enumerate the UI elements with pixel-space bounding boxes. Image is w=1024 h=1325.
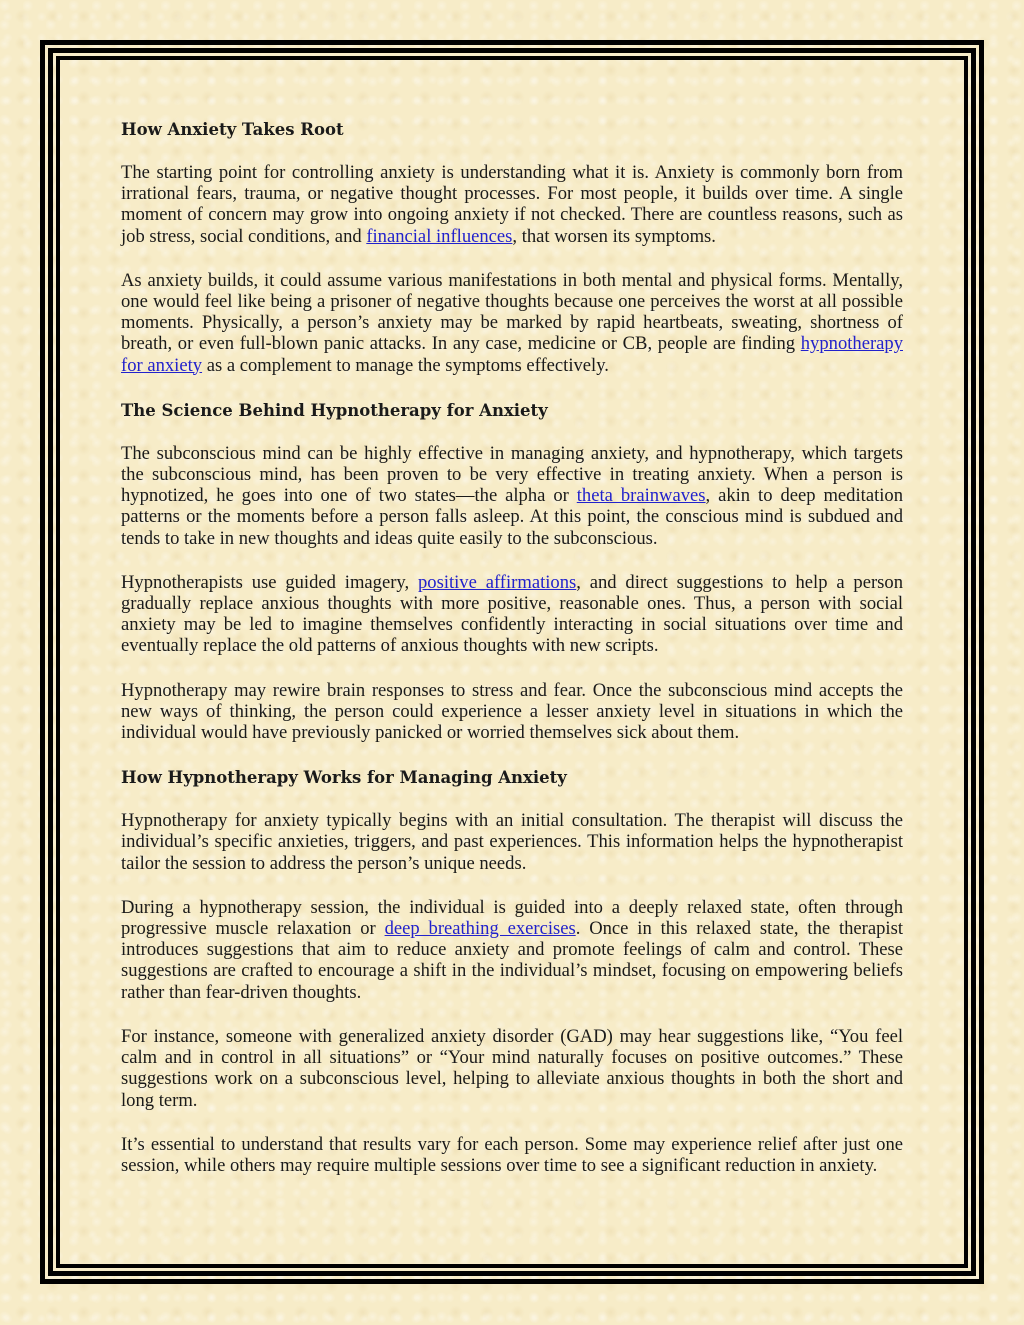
paragraph-text: , that worsen its symptoms. [512, 225, 716, 247]
paragraph-rewire-brain: Hypnotherapy may rewire brain responses to stress and fear. Once the subconscious mind accepts the new ways of thinking, the person could experience a lesser anxiety level in situations in which the individual would have previously panicked or worried themselves sick about them. [121, 679, 903, 744]
paragraph-hypnotherapy-session [121, 897, 903, 1003]
paragraph-text: During a hypnotherapy session, the individual is guided into a deeply relaxed state, often through progressive muscle relaxation or [121, 896, 903, 940]
paragraph-text: The subconscious mind can be highly effective in managing anxiety, and hypnotherapy, which targets the subconscious mind, has been proven to be very effective in treating anxiety. When a person is hypnotized, he goes into one of two states—the alpha or [121, 442, 903, 507]
paragraph-subconscious-mind [121, 443, 903, 549]
heading-how-hypnotherapy-works: How Hypnotherapy Works for Managing Anxiety [121, 768, 567, 788]
article-body [121, 118, 903, 1199]
paragraph-text: as a complement to manage the symptoms effectively. [202, 354, 609, 376]
paragraph-hypnotherapists-techniques [121, 572, 903, 657]
paragraph-anxiety-manifestations [121, 270, 903, 376]
paragraph-text: As anxiety builds, it could assume various manifestations in both mental and physical forms. Mentally, one would feel like being a prisoner of negative thoughts because one perceives the worst at all possible moments. Physically, a person’s anxiety may be marked by rapid heartbeats, sweating, shortness of breath, or even full-blown panic attacks. In any case, medicine or CB, people are finding [121, 269, 903, 355]
paragraph-initial-consultation: Hypnotherapy for anxiety typically begins with an initial consultation. The therapist will discuss the individual’s specific anxieties, triggers, and past experiences. This information helps the hypnotherapist tailor the session to address the person’s unique needs. [121, 810, 903, 874]
hypnotherapy-for-anxiety-link[interactable]: hypnotherapy for anxiety [121, 333, 903, 376]
theta-brainwaves-link[interactable]: theta brainwaves [576, 485, 706, 507]
paragraph-results-vary: It’s essential to understand that results vary for each person. Some may experience relief after just one session, while others may require multiple sessions over time to see a significant reduction in anxiety. [121, 1133, 903, 1176]
paragraph-gad-example: For instance, someone with generalized anxiety disorder (GAD) may hear suggestions like, “You feel calm and in control in all situations” or “Your mind naturally focuses on positive outcomes.” These suggestions work on a subconscious level, helping to alleviate anxious thoughts in both the short and long term. [121, 1025, 903, 1111]
paragraph-text: . Once in this relaxed state, the therapist introduces suggestions that aim to reduce anxiety and promote feelings of calm and control. These suggestions are crafted to encourage a shift in the individual’s mindset, focusing on empowering beliefs rather than fear-driven thoughts. [121, 918, 903, 1003]
heading-science-behind-hypnotherapy: The Science Behind Hypnotherapy for Anxiety [121, 400, 548, 420]
positive-affirmations-link[interactable]: positive affirmations [417, 571, 577, 593]
paragraph-text: The starting point for controlling anxiety is understanding what it is. Anxiety is commonly born from irrational fears, trauma, or negative thought processes. For most people, it builds over time. A single moment of concern may grow into ongoing anxiety if not checked. There are countless reasons, such as job stress, social conditions, and [121, 162, 903, 247]
financial-influences-link[interactable]: financial influences [366, 225, 513, 247]
heading-how-anxiety-takes-root: How Anxiety Takes Root [121, 120, 344, 139]
paragraph-text: , and direct suggestions to help a person gradually replace anxious thoughts with more positive, reasonable ones. Thus, a person with social anxiety may be led to imagine themselves confidently interacting in social situations over time and eventually replace the old patterns of anxious thoughts with new scripts. [121, 571, 903, 657]
paragraph-text: , akin to deep meditation patterns or the moments before a person falls asleep. At this point, the conscious mind is subdued and tends to take in new thoughts and ideas quite easily to the subconscious. [121, 485, 903, 549]
deep-breathing-exercises-link[interactable]: deep breathing exercises [384, 918, 576, 940]
paragraph-anxiety-origins [121, 162, 903, 247]
paragraph-text: Hypnotherapists use guided imagery, [121, 571, 418, 593]
